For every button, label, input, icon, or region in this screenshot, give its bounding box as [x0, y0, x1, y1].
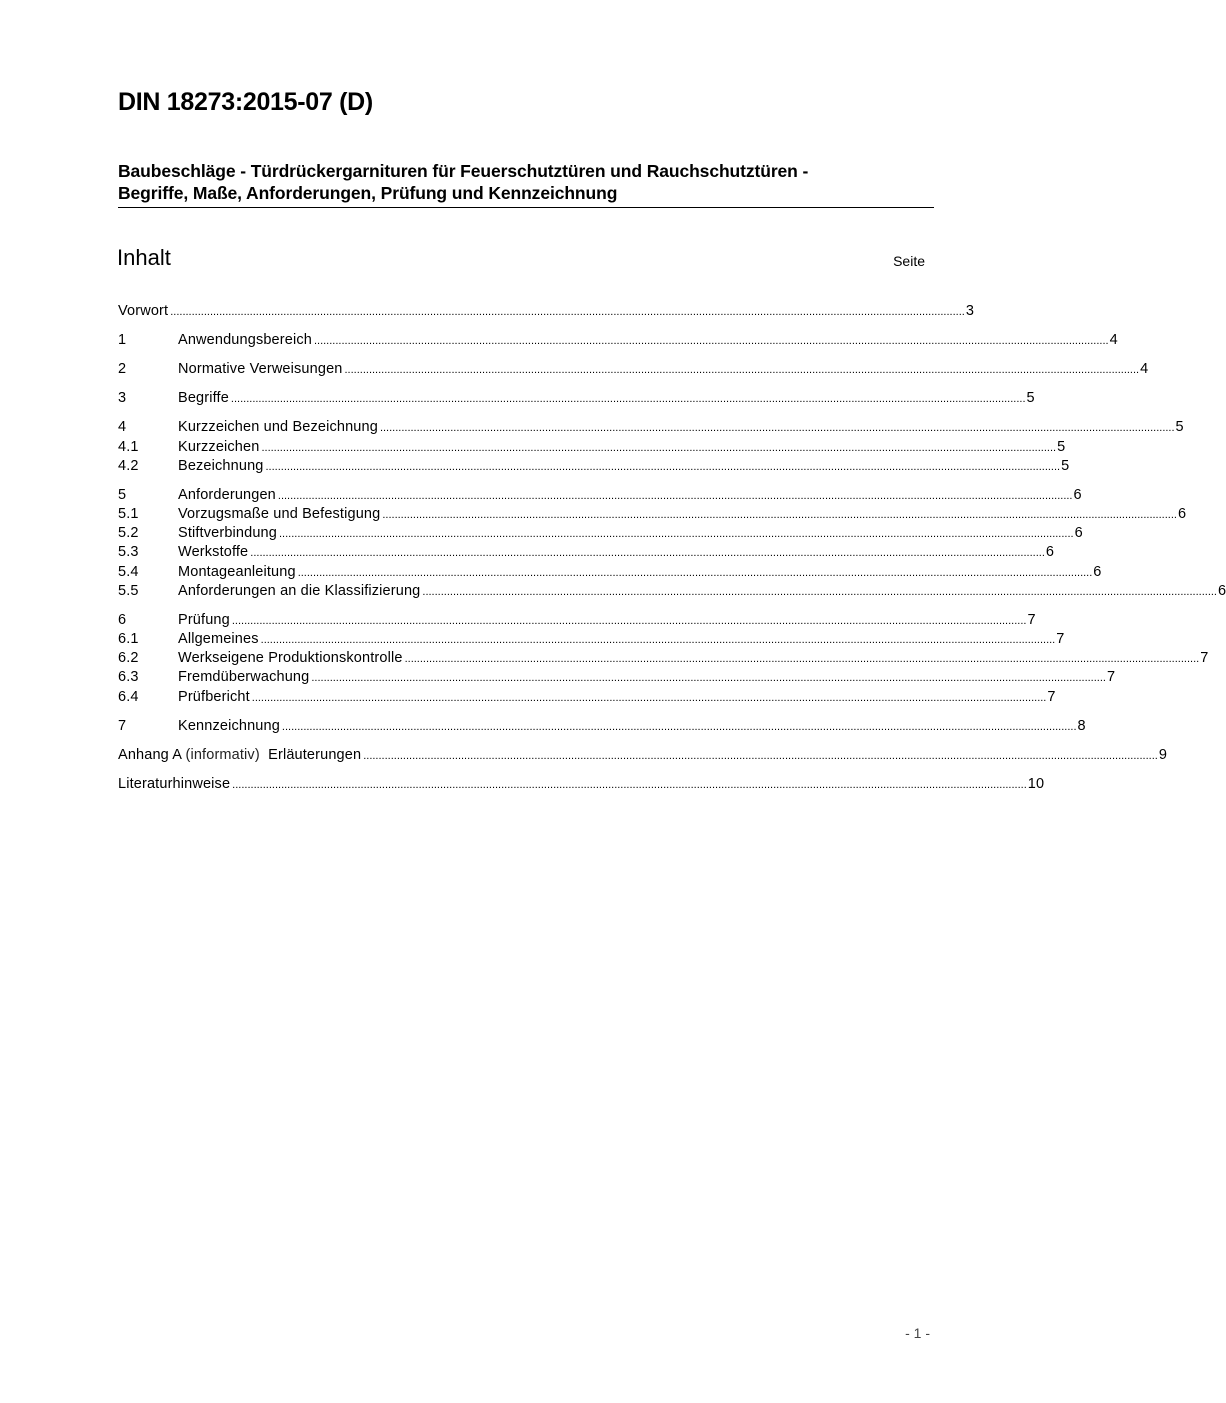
- toc-entry-number: 4.2: [118, 458, 139, 474]
- toc-entry-title: Werkstoffe: [178, 544, 249, 560]
- toc-entry-page: 6: [1045, 544, 1055, 560]
- toc-entry-page: 5: [1061, 458, 1070, 474]
- toc-entry-title: Allgemeines: [178, 631, 259, 647]
- toc-entry-5-1[interactable]: [118, 505, 1187, 523]
- toc-entry-6[interactable]: [118, 611, 1036, 629]
- toc-entry-number: 1: [118, 332, 127, 348]
- toc-entry-page: 9: [1158, 747, 1168, 763]
- toc-entry-title: Bezeichnung: [178, 458, 264, 474]
- page-number: - 1 -: [905, 1325, 930, 1341]
- document-title-line-1: Baubeschläge - Türdrückergarnituren für Feuerschutztüren und Rauchschutztüren -: [118, 161, 809, 181]
- toc-entry-7[interactable]: [118, 717, 1086, 735]
- toc-entry-number: 5: [118, 487, 127, 503]
- toc-entry-6-1[interactable]: [118, 630, 1065, 648]
- toc-heading: Inhalt: [117, 245, 171, 270]
- toc-leader: ....................................................................................................................................................................................................................................................................: [311, 672, 1106, 684]
- toc-entry-number: 6.1: [118, 631, 139, 647]
- toc-entry-title: Werkseigene Produktionskontrolle: [178, 650, 403, 666]
- toc-leader: ....................................................................................................................................................................................................................................................................: [170, 306, 965, 318]
- toc-entry-title: Kurzzeichen und Bezeichnung: [178, 419, 378, 435]
- toc-entry-annex-a[interactable]: [118, 746, 1168, 764]
- toc-entry-6-2[interactable]: [118, 649, 1209, 667]
- annex-title: Erläuterungen: [268, 747, 362, 763]
- toc-entry-title: Kennzeichnung: [178, 718, 280, 734]
- document-id: DIN 18273:2015-07 (D): [118, 88, 373, 116]
- toc-entry-3[interactable]: [118, 389, 1035, 407]
- toc-entry-4-2[interactable]: [118, 457, 1070, 475]
- toc-leader: ....................................................................................................................................................................................................................................................................: [297, 567, 1093, 579]
- toc-entry-4[interactable]: [118, 418, 1184, 436]
- toc-entry-title: Fremdüberwachung: [178, 669, 310, 685]
- toc-entry-page: 7: [1056, 631, 1065, 647]
- toc-entry-number: 5.3: [118, 544, 139, 560]
- toc-entry-6-4[interactable]: [118, 688, 1056, 706]
- toc-leader: ....................................................................................................................................................................................................................................................................: [251, 692, 1047, 704]
- toc-entry-title: Prüfbericht: [178, 689, 250, 705]
- toc-entry-title: Vorwort: [118, 303, 169, 319]
- toc-entry-page: 7: [1106, 669, 1116, 685]
- toc-entry-5-2[interactable]: [118, 524, 1083, 542]
- toc-leader: ....................................................................................................................................................................................................................................................................: [382, 509, 1177, 521]
- toc-leader: ....................................................................................................................................................................................................................................................................: [265, 461, 1061, 473]
- toc-entry-title: [118, 746, 361, 764]
- toc-entry-page: 6: [1093, 564, 1102, 580]
- toc-leader: ....................................................................................................................................................................................................................................................................: [277, 490, 1073, 502]
- toc-entry-title: Begriffe: [178, 390, 229, 406]
- toc-leader: ....................................................................................................................................................................................................................................................................: [344, 364, 1140, 376]
- toc-entry-6-3[interactable]: [118, 668, 1116, 686]
- toc-entry-number: 4.1: [118, 439, 139, 455]
- toc-entry-page: 4: [1140, 361, 1149, 377]
- toc-entry-number: 3: [118, 390, 127, 406]
- toc-entry-5-5[interactable]: [118, 582, 1226, 600]
- toc-entry-page: 6: [1074, 525, 1083, 541]
- toc-entry-page: 6: [1177, 506, 1187, 522]
- toc-entry-title: Anforderungen: [178, 487, 276, 503]
- toc-entry-number: 5.2: [118, 525, 139, 541]
- toc-entry-title: Prüfung: [178, 612, 230, 628]
- toc-entry-page: 5: [1026, 390, 1035, 406]
- toc-entry-number: 2: [118, 361, 127, 377]
- toc-entry-5-4[interactable]: [118, 563, 1102, 581]
- toc-entry-title: Stiftverbindung: [178, 525, 277, 541]
- toc-entry-page: 6: [1218, 583, 1226, 599]
- toc-leader: ....................................................................................................................................................................................................................................................................: [250, 547, 1045, 559]
- toc-entry-page: 4: [1109, 332, 1118, 348]
- toc-leader: ....................................................................................................................................................................................................................................................................: [261, 442, 1057, 454]
- toc-leader: ....................................................................................................................................................................................................................................................................: [379, 422, 1175, 434]
- toc-entry-page: 8: [1077, 718, 1086, 734]
- toc-entry-title: Vorzugsmaße und Befestigung: [178, 506, 381, 522]
- toc-entry-title: Anwendungsbereich: [178, 332, 312, 348]
- toc-entry-title: Literaturhinweise: [118, 776, 231, 792]
- toc-leader: ....................................................................................................................................................................................................................................................................: [260, 634, 1056, 646]
- toc-leader: ....................................................................................................................................................................................................................................................................: [313, 335, 1109, 347]
- toc-leader: ....................................................................................................................................................................................................................................................................: [404, 653, 1200, 665]
- document-title-line-2: Begriffe, Maße, Anforderungen, Prüfung und Kennzeichnung: [118, 183, 618, 203]
- toc-entry-4-1[interactable]: [118, 438, 1066, 456]
- toc-entry-foreword[interactable]: [118, 302, 975, 320]
- toc-entry-number: 7: [118, 718, 127, 734]
- toc-entry-2[interactable]: [118, 360, 1149, 378]
- toc-entry-number: 5.4: [118, 564, 139, 580]
- toc-entry-number: 4: [118, 419, 127, 435]
- toc-leader: ....................................................................................................................................................................................................................................................................: [363, 750, 1158, 762]
- toc-leader: ....................................................................................................................................................................................................................................................................: [422, 586, 1217, 598]
- toc-entry-page: 5: [1175, 419, 1184, 435]
- toc-entry-page: 3: [965, 303, 975, 319]
- toc-entry-5-3[interactable]: [118, 543, 1055, 561]
- toc-entry-page: 10: [1027, 776, 1045, 792]
- toc-entry-number: 6: [118, 612, 127, 628]
- toc-entry-1[interactable]: [118, 331, 1118, 349]
- toc-leader: ....................................................................................................................................................................................................................................................................: [278, 528, 1074, 540]
- toc-entry-title: Montageanleitung: [178, 564, 296, 580]
- toc-entry-number: 6.2: [118, 650, 139, 666]
- toc-entry-number: 6.4: [118, 689, 139, 705]
- toc-leader: ....................................................................................................................................................................................................................................................................: [232, 779, 1027, 791]
- annex-label: Anhang A: [118, 747, 182, 763]
- toc-leader: ....................................................................................................................................................................................................................................................................: [281, 721, 1077, 733]
- toc-leader: ....................................................................................................................................................................................................................................................................: [231, 615, 1027, 627]
- toc-entry-page: 5: [1057, 439, 1066, 455]
- toc-entry-number: 5.5: [118, 583, 139, 599]
- annex-note: (informativ): [185, 747, 260, 763]
- table-of-contents: [118, 0, 1226, 1403]
- toc-entry-number: 6.3: [118, 669, 139, 685]
- toc-entry-bibliography[interactable]: [118, 775, 1045, 793]
- toc-entry-page: 7: [1047, 689, 1056, 705]
- toc-entry-title: Normative Verweisungen: [178, 361, 343, 377]
- page-column-label: Seite: [893, 253, 925, 269]
- toc-leader: ....................................................................................................................................................................................................................................................................: [230, 393, 1026, 405]
- toc-entry-page: 7: [1027, 612, 1036, 628]
- toc-entry-number: 5.1: [118, 506, 139, 522]
- toc-entry-page: 7: [1200, 650, 1209, 666]
- toc-entry-title: Anforderungen an die Klassifizierung: [178, 583, 421, 599]
- toc-entry-page: 6: [1073, 487, 1082, 503]
- toc-entry-5[interactable]: [118, 486, 1082, 504]
- toc-entry-title: Kurzzeichen: [178, 439, 260, 455]
